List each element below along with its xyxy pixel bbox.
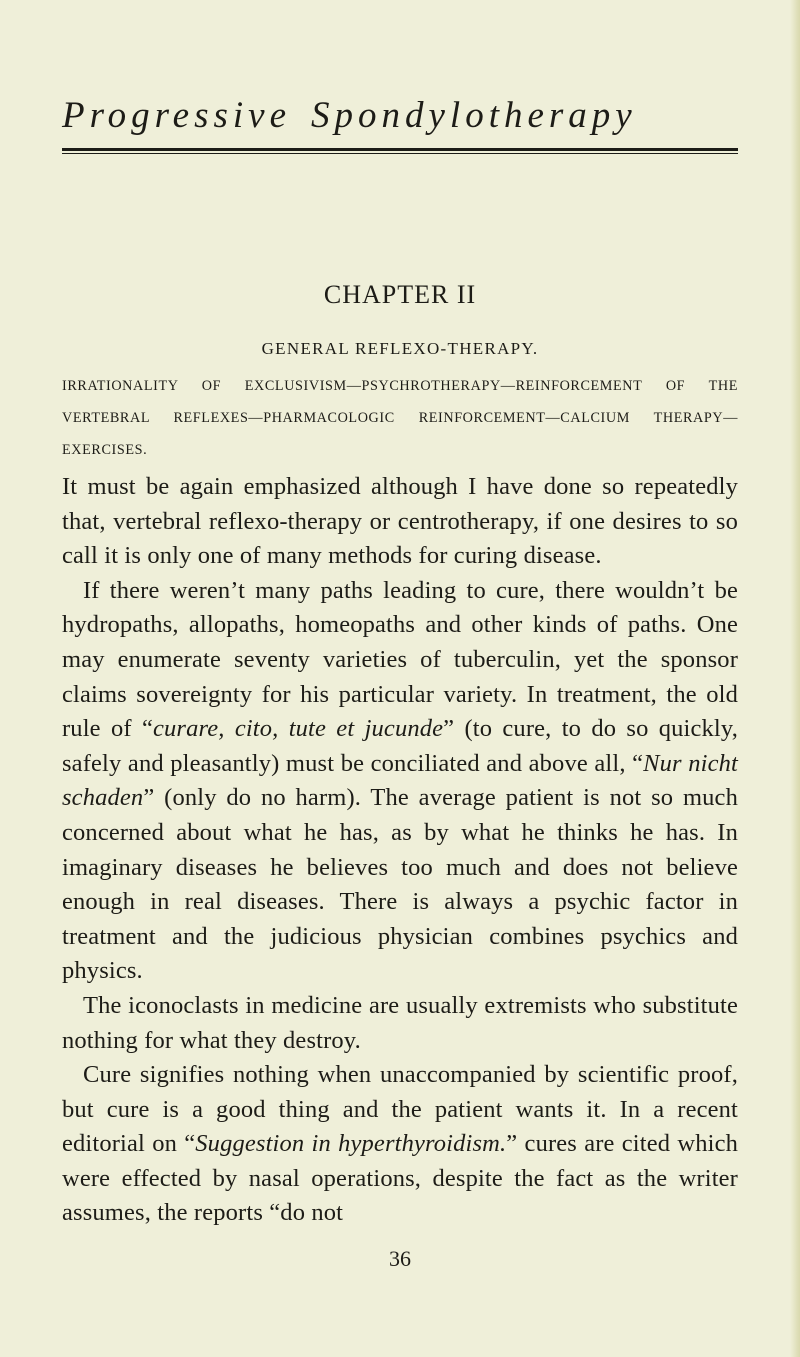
chapter-synopsis: IRRATIONALITY OF EXCLUSIVISM—PSYCHROTHERAPY—REINFORCEMENT OF THE VERTEBRAL REFLEXES—PHARMACOLOGIC REINFORCEMENT—CALCIUM THERAPY—EXERCISES.: [62, 378, 738, 458]
section-title: GENERAL REFLEXO-THERAPY.: [261, 339, 539, 358]
running-title-word-2: Spondylotherapy: [311, 95, 637, 136]
paragraph-3: The iconoclasts in medicine are usually extremists who substitute nothing for what they destroy.: [62, 991, 738, 1054]
german-phrase: Nur nicht schaden: [62, 749, 738, 812]
page-edge-shadow: [790, 0, 800, 1357]
paragraph-4: Cure signifies nothing when unaccompanied by scientific proof, but cure is a good thing and the patient wants it. In a recent editorial on “Suggestion in hyperthyroidism.” cures are cited which were effected by nasal operations, despite the fact as the writer assumes, the reports “do not: [62, 1061, 738, 1227]
paragraph-1: It must be again emphasized although I have done so repeatedly that, vertebral reflexo-therapy or centrotherapy, if one desires to so call it is only one of many methods for curing disease.: [62, 473, 738, 570]
running-header: [62, 90, 742, 142]
header-rule-thick: [62, 148, 738, 151]
header-rule-thin: [62, 153, 738, 154]
page-number: 36: [389, 1246, 411, 1271]
body-text: [62, 470, 738, 1231]
latin-phrase: curare, cito, tute et jucunde: [152, 715, 444, 743]
editorial-title: Suggestion in hyperthyroidism.: [195, 1130, 507, 1158]
paragraph-2: If there weren’t many paths leading to cure, there wouldn’t be hydropaths, allopaths, homeopaths and other kinds of paths. One may enumerate seventy varieties of tuberculin, yet the sponsor claims sovereignty for his particular variety. In treatment, the old rule of “curare, cito, tute et jucunde” (to cure, to do so quickly, safely and pleasantly) must be conciliated and above all, “Nur nicht schaden” (only do no harm). The average patient is not so much concerned about what he has, as by what he thinks he has. In imaginary diseases he believes too much and does not believe enough in real diseases. There is always a psychic factor in treatment and the judicious physician combines psychics and physics.: [62, 576, 738, 985]
chapter-title: CHAPTER II: [323, 280, 477, 309]
running-title-word-1: Progressive: [62, 95, 291, 136]
